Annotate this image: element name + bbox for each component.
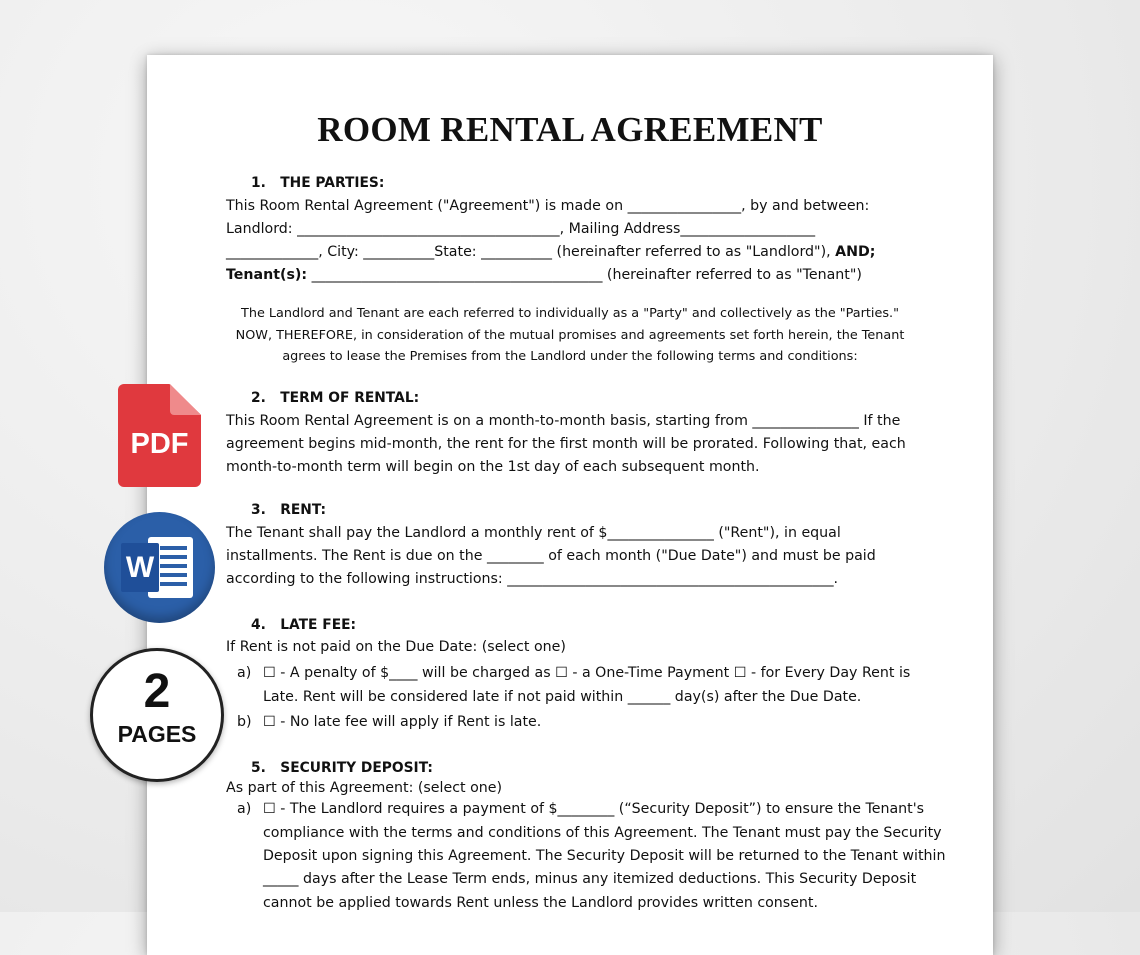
rent-line-3: according to the following instructions: ______________________________________________. xyxy=(226,571,839,587)
rent-line-1: The Tenant shall pay the Landlord a monthly rent of $_______________ ("Rent"), in equal xyxy=(226,525,841,541)
term-line-1: This Room Rental Agreement is on a month-to-month basis, starting from _______________ If the xyxy=(226,413,901,429)
parties-line-4 xyxy=(226,268,862,282)
late-fee-line-1: If Rent is not paid on the Due Date: (select one) xyxy=(226,639,566,655)
parties-line-3 xyxy=(226,245,875,259)
deposit-option-a-line-4: _____ days after the Lease Term ends, minus any itemized deductions. This Security Deposit xyxy=(263,871,917,887)
late-fee-option-a-label: a) xyxy=(237,665,252,681)
pages-count: 2 xyxy=(143,665,171,718)
pages-label: PAGES xyxy=(117,721,197,747)
section-heading-parties: 1. THE PARTIES: xyxy=(251,175,385,191)
section-heading-deposit: 5. SECURITY DEPOSIT: xyxy=(251,760,433,776)
document-title: ROOM RENTAL AGREEMENT xyxy=(317,110,823,149)
deposit-option-a-line-5: cannot be applied towards Rent unless the Landlord provides written consent. xyxy=(263,895,818,911)
parties-line-2: Landlord: _____________________________________, Mailing Address___________________ xyxy=(226,221,816,237)
deposit-line-1: As part of this Agreement: (select one) xyxy=(226,780,503,796)
late-fee-option-a-line-2: Late. Rent will be considered late if not paid within ______ day(s) after the Due Date. xyxy=(263,689,862,705)
pdf-label: PDF xyxy=(130,428,189,460)
deposit-option-a-line-3: Deposit upon signing this Agreement. The Security Deposit will be returned to the Tenant within xyxy=(263,848,946,864)
word-letter: W xyxy=(121,543,159,592)
parties-note-3: agrees to lease the Premises from the Landlord under the following terms and conditions: xyxy=(282,349,858,364)
agreement-body xyxy=(147,55,993,955)
late-fee-option-b-line-1: ☐ - No late fee will apply if Rent is late. xyxy=(263,714,542,730)
term-line-2: agreement begins mid-month, the rent for the first month will be prorated. Following that, each xyxy=(226,436,906,452)
deposit-option-a-line-2: compliance with the terms and conditions of this Agreement. The Tenant must pay the Security xyxy=(263,825,942,841)
section-heading-rent: 3. RENT: xyxy=(251,502,327,518)
document-page xyxy=(147,55,993,955)
parties-line-1: This Room Rental Agreement ("Agreement") is made on ________________, by and between: xyxy=(226,198,870,214)
parties-note-2: NOW, THEREFORE, in consideration of the mutual promises and agreements set forth herein, the Tenant xyxy=(235,328,905,343)
parties-line-3-text: _____________, City: __________State: __________ (hereinafter referred to as "Landlord"), xyxy=(226,244,836,260)
parties-note-1: The Landlord and Tenant are each referred to individually as a "Party" and collectively as the "Parties." xyxy=(241,306,899,321)
deposit-option-a-line-1: ☐ - The Landlord requires a payment of $________ (“Security Deposit”) to ensure the Tenant's xyxy=(263,801,925,817)
late-fee-option-a-line-1: ☐ - A penalty of $____ will be charged as ☐ - a One-Time Payment ☐ - for Every Day Rent is xyxy=(263,665,911,681)
section-heading-term: 2. TERM OF RENTAL: xyxy=(251,390,420,406)
term-line-3: month-to-month term will begin on the 1st day of each subsequent month. xyxy=(226,459,760,475)
deposit-option-a-label: a) xyxy=(237,801,252,817)
parties-line-4-text: _________________________________________ (hereinafter referred to as "Tenant") xyxy=(307,267,862,283)
late-fee-option-b-label: b) xyxy=(237,714,252,730)
rent-line-2: installments. The Rent is due on the ________ of each month ("Due Date") and must be paid xyxy=(226,548,876,564)
section-heading-late-fee: 4. LATE FEE: xyxy=(251,617,357,633)
parties-line-3-bold: AND; xyxy=(835,244,876,260)
tenants-label: Tenant(s): xyxy=(226,267,308,283)
